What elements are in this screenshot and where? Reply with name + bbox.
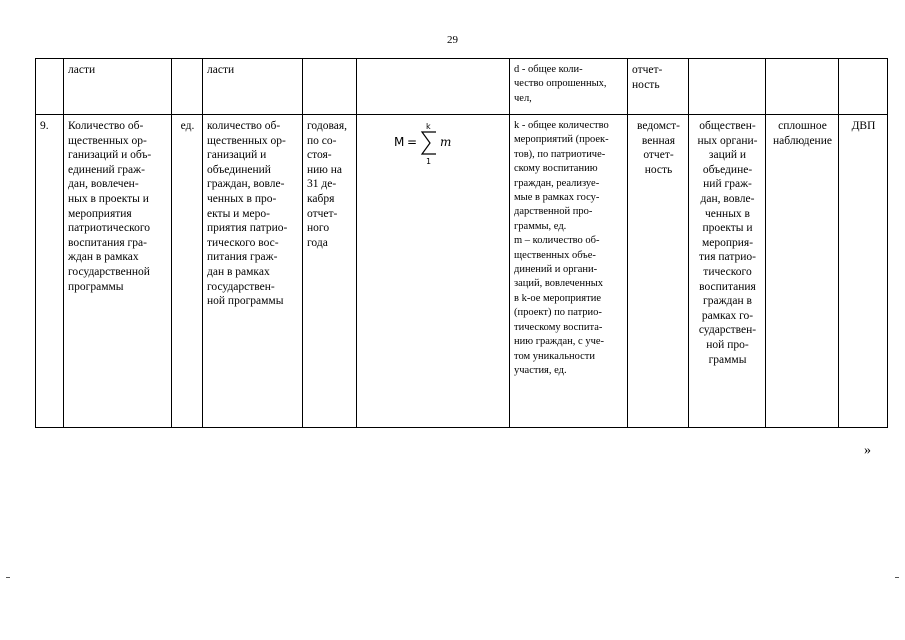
indicator-formula: [357, 115, 510, 428]
cell-num: [36, 59, 64, 115]
cell-formula: [357, 59, 510, 115]
indicator-table: [35, 58, 888, 428]
indicator-definition: количество об- щественных ор- ганизаций и объединений граждан, вовле- ченных в про- екты и меро- приятия патрио- тического вос- питания граж- дан в рамках государствен- ной программы: [203, 115, 303, 428]
cell-coverage: [766, 59, 839, 115]
cell-periodicity: [303, 59, 357, 115]
formula-variable: m: [439, 135, 451, 149]
cell-responsible: [839, 59, 888, 115]
cell-name: ласти: [64, 59, 172, 115]
cell-observation-unit: [689, 59, 766, 115]
indicator-variables: k - общее количество мероприятий (проек- тов), по патриотиче- скому воспитанию граждан, реализуе- мые в рамках госу- дарственной про- граммы, ед. m – количество об- щественных объе- динений и органи- заций, вовлеченных в k-ое мероприятие (проект) по патрио- тическому воспита- нию граждан, с уче- том уникальности участия, ед.: [510, 115, 628, 428]
page-number: 29: [447, 34, 458, 46]
indicator-coverage: сплошное наблюдение: [766, 115, 839, 428]
indicator-periodicity: годовая, по со- стоя- нию на 31 де- кабря отчет- ного года: [303, 115, 357, 428]
formula-lower-limit: 1: [425, 157, 431, 166]
formula-upper-limit: k: [425, 122, 431, 131]
cell-variables: d - общее коли- чество опрошенных, чел,: [510, 59, 628, 115]
sigma-symbol: [422, 132, 436, 154]
indicator-name: Количество об- щественных ор- ганизаций и объ- единений граж- дан, вовлечен- ных в проекты и мероприятия патриотического воспитания гра- ждан в рамках государственной программы: [64, 115, 172, 428]
scan-edge-mark: [6, 577, 10, 578]
indicator-responsible: ДВП: [839, 115, 888, 428]
indicator-source: ведомст- венная отчет- ность: [628, 115, 689, 428]
indicator-row: [36, 115, 888, 428]
cell-unit: [172, 59, 203, 115]
continuation-row: [36, 59, 888, 115]
closing-quote: »: [864, 443, 871, 458]
row-number: 9.: [36, 115, 64, 428]
scan-edge-mark: [895, 577, 899, 578]
formula-lhs: M: [393, 135, 404, 149]
formula-equals: =: [406, 135, 417, 149]
cell-definition: ласти: [203, 59, 303, 115]
cell-source: отчет- ность: [628, 59, 689, 115]
indicator-observation-unit: обществен- ных органи- заций и объедине- ний граж- дан, вовле- ченных в проекты и мероприя- тия патрио- тического воспитания граждан в рамках го- сударствен- ной про- граммы: [689, 115, 766, 428]
sum-formula: [394, 121, 474, 167]
indicator-unit: ед.: [172, 115, 203, 428]
